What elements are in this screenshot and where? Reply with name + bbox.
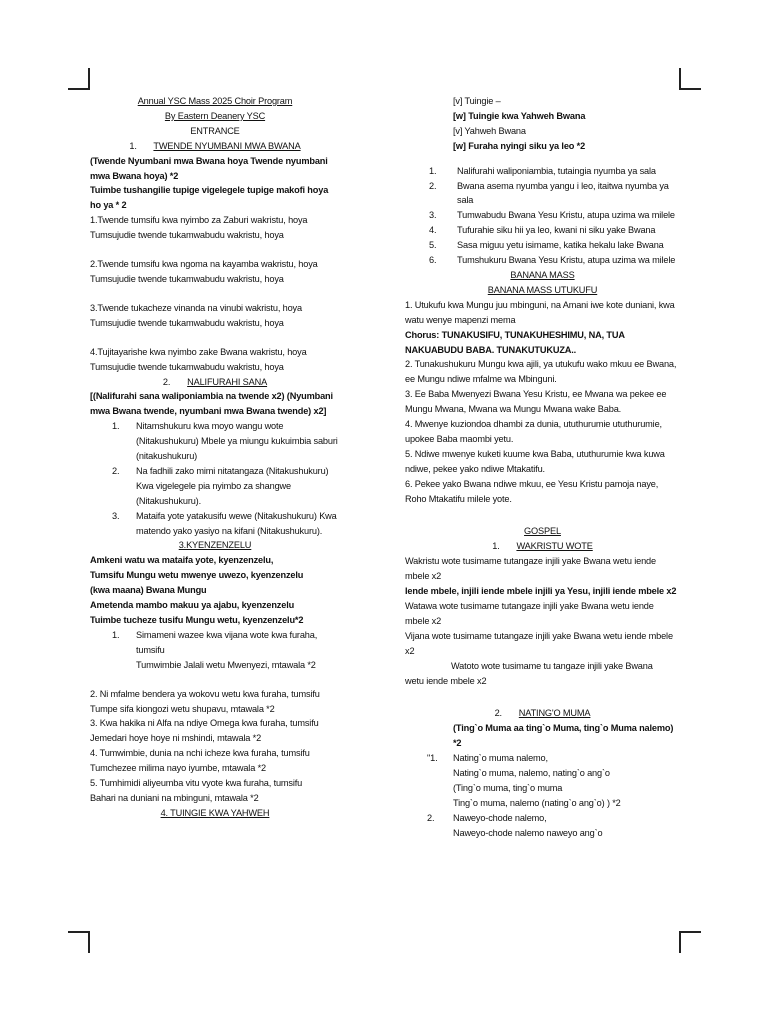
song-3-verse: 3. Kwa hakika ni Alfa na ndiye Omega kwa furaha, tumsifu [90, 718, 319, 729]
list-item-number: 6. [429, 255, 437, 266]
song-3-line: Amkeni watu wa mataifa yote, kyenzenzelu, [90, 555, 274, 566]
crop-mark-bottom-left [68, 931, 90, 933]
list-item-text [136, 628, 340, 673]
list-item-number: 4. [429, 225, 437, 236]
list-item [405, 223, 680, 238]
section-entrance: ENTRANCE [190, 125, 240, 136]
song-3-verse: Bahari na duniani na mbinguni, mtawala *2 [90, 792, 259, 803]
right-column [405, 94, 680, 841]
crop-mark-top-right [679, 88, 701, 90]
mass-verse-3: 3. Ee Baba Mwenyezi Bwana Yesu Kristu, ee Mwana wa pekee ee Mungu Mwana, Mwana wa Mungu Mwana wake Baba. [405, 389, 667, 415]
list-item-text: Sasa miguu yetu isimame, katika hekalu lake Bwana [457, 240, 664, 251]
song-1-verse-1: 1.Twende tumsifu kwa nyimbo za Zaburi wakristu, hoya Tumsujudie twende tukamwabudu wakristu, hoya [90, 215, 308, 241]
gospel-song-2-line: Nating`o muma, nalemo, nating`o ang`o [453, 768, 610, 779]
song-3-verse: Tumchezee milima nayo iyumbe, mtawala *2 [90, 763, 266, 774]
gospel-song-2-title: NATING'O MUMA [518, 708, 591, 719]
mass-title: BANANA MASS [510, 269, 575, 280]
mass-verse-1: 1. Utukufu kwa Mungu juu mbinguni, na Amani iwe kote duniani, kwa watu wenye mapenzi mema [405, 299, 675, 325]
song-1-chorus: (Twende Nyumbani mwa Bwana hoya Twende nyumbani mwa Bwana hoya) *2 [90, 155, 328, 181]
song-1-verse-2: 2.Twende tumsifu kwa ngoma na kayamba wakristu, hoya Tumsujudie twende tukamwabudu wakristu, hoya [90, 259, 318, 284]
song-3-verse-1a: Simameni wazee kwa vijana wote kwa furaha, tumsifu [136, 629, 318, 655]
song-2-chorus: [(Nalifurahi sana waliponiambia na twende x2) (Nyumbani mwa Bwana twende, nyumbani mwa Bwana twende) x2] [90, 391, 333, 417]
gospel-song-2-heading [405, 706, 680, 721]
gospel-line: Vijana wote tusimame tutangaze injili yake Bwana wetu iende mbele x2 [405, 630, 673, 656]
song-3-verse: Jemedari hoye hoye ni mshindi, mtawala *2 [90, 733, 262, 744]
song-1-title: TWENDE NYUMBANI MWA BWANA [153, 140, 301, 151]
list-item-number: 1. [429, 165, 437, 176]
list-item [405, 164, 680, 179]
song-2-title: NALIFURAHI SANA [187, 376, 268, 387]
gospel-song-2-line: Naweyo-chode nalemo, [453, 812, 547, 823]
mass-verse-6: 6. Pekee yako Bwana ndiwe mkuu, ee Yesu Kristu pamoja naye, Roho Mtakatifu milele yote. [405, 478, 659, 504]
crop-mark-top-left [68, 88, 90, 90]
list-item [90, 419, 340, 464]
list-item-text [453, 751, 680, 811]
crop-mark-top-left [88, 68, 90, 90]
list-item-number: 3. [112, 510, 120, 521]
song-4-title: 4. TUINGIE KWA YAHWEH [160, 807, 270, 818]
gospel-song-2-line: Nating`o muma nalemo, [453, 753, 548, 764]
left-column [90, 94, 340, 821]
gospel-song-2-line: Ting`o muma, nalemo (nating`o ang`o) ) *2 [453, 797, 621, 808]
gospel-song-2-line: Naweyo-chode nalemo naweyo ang`o [453, 827, 603, 838]
mass-verse-2: 2. Tunakushukuru Mungu kwa ajili, ya utukufu wako mkuu ee Bwana, ee Mungu ndiwe mfalme wa Mbinguni. [405, 359, 677, 385]
list-item-number: 1. [112, 421, 120, 432]
crop-mark-bottom-left [88, 931, 90, 953]
gospel-song-2-line: (Ting`o muma, ting`o muma [453, 782, 563, 793]
song-4-line: [v] Yahweh Bwana [453, 125, 526, 136]
list-item-text: Tumshukuru Bwana Yesu Kristu, atupa uzima wa milele [457, 255, 676, 266]
list-item-text: Nitamshukuru kwa moyo wangu wote (Nitakushukuru) Mbele ya miungu kukuimbia saburi (nitakushukuru) [136, 421, 338, 462]
section-gospel: GOSPEL [524, 526, 561, 537]
crop-mark-bottom-right [679, 931, 701, 933]
song-1-verse-3: 3.Twende tukacheze vinanda na vinubi wakristu, hoya Tumsujudie twende tukamwabudu wakristu, hoya [90, 302, 302, 328]
song-2-heading [90, 375, 340, 390]
gospel-chorus: Iende mbele, injili iende mbele injili ya Yesu, injili iende mbele x2 [405, 586, 677, 597]
song-3-verse: 2. Ni mfalme bendera ya wokovu wetu kwa furaha, tumsifu [90, 688, 320, 699]
list-item [405, 179, 680, 209]
song-3-verse-1b: Tumwimbie Jalali wetu Mwenyezi, mtawala *2 [136, 659, 316, 670]
crop-mark-bottom-right [679, 931, 681, 953]
list-item-number: 2. [429, 180, 437, 191]
song-4-line: [v] Tuingie – [453, 96, 501, 106]
gospel-line: Wakristu wote tusimame tutangaze injili yake Bwana wetu iende mbele x2 [405, 556, 656, 582]
list-item [90, 464, 340, 509]
mass-subtitle: BANANA MASS UTUKUFU [487, 284, 598, 295]
song-4-line: [w] Furaha nyingi siku ya leo *2 [453, 140, 586, 151]
mass-verse-4: 4. Mwenye kuziondoa dhambi za dunia, ututhurumie ututhurumie, upokee Baba maombi yetu. [405, 419, 662, 444]
gospel-song-1-title: WAKRISTU WOTE [516, 541, 593, 552]
song-2-number: 2. [162, 376, 171, 387]
song-1-chorus-2: Tuimbe tushangilie tupige vigelegele tupige makofi hoya ho ya * 2 [90, 185, 329, 211]
list-item-number: 5. [429, 240, 437, 251]
program-title: Annual YSC Mass 2025 Choir Program [137, 96, 293, 106]
song-3-line: (kwa maana) Bwana Mungu [90, 585, 207, 596]
list-item [405, 811, 680, 841]
program-subtitle: By Eastern Deanery YSC [164, 110, 266, 121]
list-item-number: 2. [427, 812, 435, 823]
song-3-verse: 5. Tumhimidi aliyeumba vitu vyote kwa furaha, tumsifu [90, 778, 303, 789]
list-item-text: Tufurahie siku hii ya leo, kwani ni siku yake Bwana [457, 225, 656, 236]
song-3-verse: 4. Tumwimbie, dunia na nchi icheze kwa furaha, tumsifu [90, 748, 310, 759]
list-item [405, 253, 680, 268]
list-item-number: 3. [429, 210, 437, 221]
list-item-text: Tumwabudu Bwana Yesu Kristu, atupa uzima wa milele [457, 210, 675, 221]
list-item [405, 208, 680, 223]
song-3-title: 3.KYENZENZELU [178, 540, 252, 551]
list-item-text: Nalifurahi waliponiambia, tutaingia nyumba ya sala [457, 165, 656, 176]
mass-chorus: Chorus: TUNAKUSIFU, TUNAKUHESHIMU, NA, TUA NAKUABUDU BABA. TUNAKUTUKUZA.. [405, 329, 625, 355]
song-1-verse-4: 4.Tujitayarishe kwa nyimbo zake Bwana wakristu, hoya Tumsujudie twende tukamwabudu wakristu, hoya [90, 346, 307, 372]
song-3-verse: Tumpe sifa kiongozi wetu shupavu, mtawala *2 [90, 703, 275, 714]
list-item-number: "1. [427, 753, 438, 764]
gospel-song-2-number: 2. [494, 708, 502, 719]
list-item [90, 628, 340, 673]
list-item-number: 1. [112, 629, 120, 640]
song-1-number: 1. [129, 140, 137, 151]
crop-mark-top-right [679, 68, 681, 90]
gospel-song-2-chorus: (Ting`o Muma aa ting`o Muma, ting`o Muma nalemo) *2 [453, 723, 674, 749]
list-item-text [453, 811, 680, 841]
gospel-song-1-heading [405, 539, 680, 554]
gospel-line: wetu iende mbele x2 [405, 675, 487, 686]
list-item [405, 751, 680, 811]
list-item-text: Bwana asema nyumba yangu i leo, itaitwa nyumba ya sala [457, 180, 669, 206]
gospel-line: Watawa wote tusimame tutangaze injili yake Bwana wetu iende mbele x2 [405, 601, 654, 626]
song-3-line: Tuimbe tucheze tusifu Mungu wetu, kyenzenzelu*2 [90, 615, 304, 625]
list-item-text: Na fadhili zako mimi nitatangaza (Nitakushukuru) Kwa vigelegele pia nyimbo za shangwe (Nitakushukuru). [136, 465, 329, 506]
mass-verse-5: 5. Ndiwe mwenye kuketi kuume kwa Baba, ututhurumie kwa kuwa ndiwe, pekee yako ndiwe Mtakatifu. [405, 448, 665, 474]
song-3-line: Tumsifu Mungu wetu mwenye uwezo, kyenzenzelu [90, 570, 304, 581]
list-item [405, 238, 680, 253]
list-item [90, 509, 340, 539]
list-item-text: Mataifa yote yatakusifu wewe (Nitakushukuru) Kwa matendo yako yasiyo na kifani (Nitakushukuru). [136, 510, 337, 536]
song-3-line: Ametenda mambo makuu ya ajabu, kyenzenzelu [90, 600, 295, 611]
list-item-number: 2. [112, 465, 120, 476]
gospel-song-1-number: 1. [492, 541, 500, 552]
song-1-heading [90, 139, 340, 154]
gospel-line: Watoto wote tusimame tu tangaze injili yake Bwana [451, 660, 653, 671]
song-4-line: [w] Tuingie kwa Yahweh Bwana [453, 110, 586, 121]
